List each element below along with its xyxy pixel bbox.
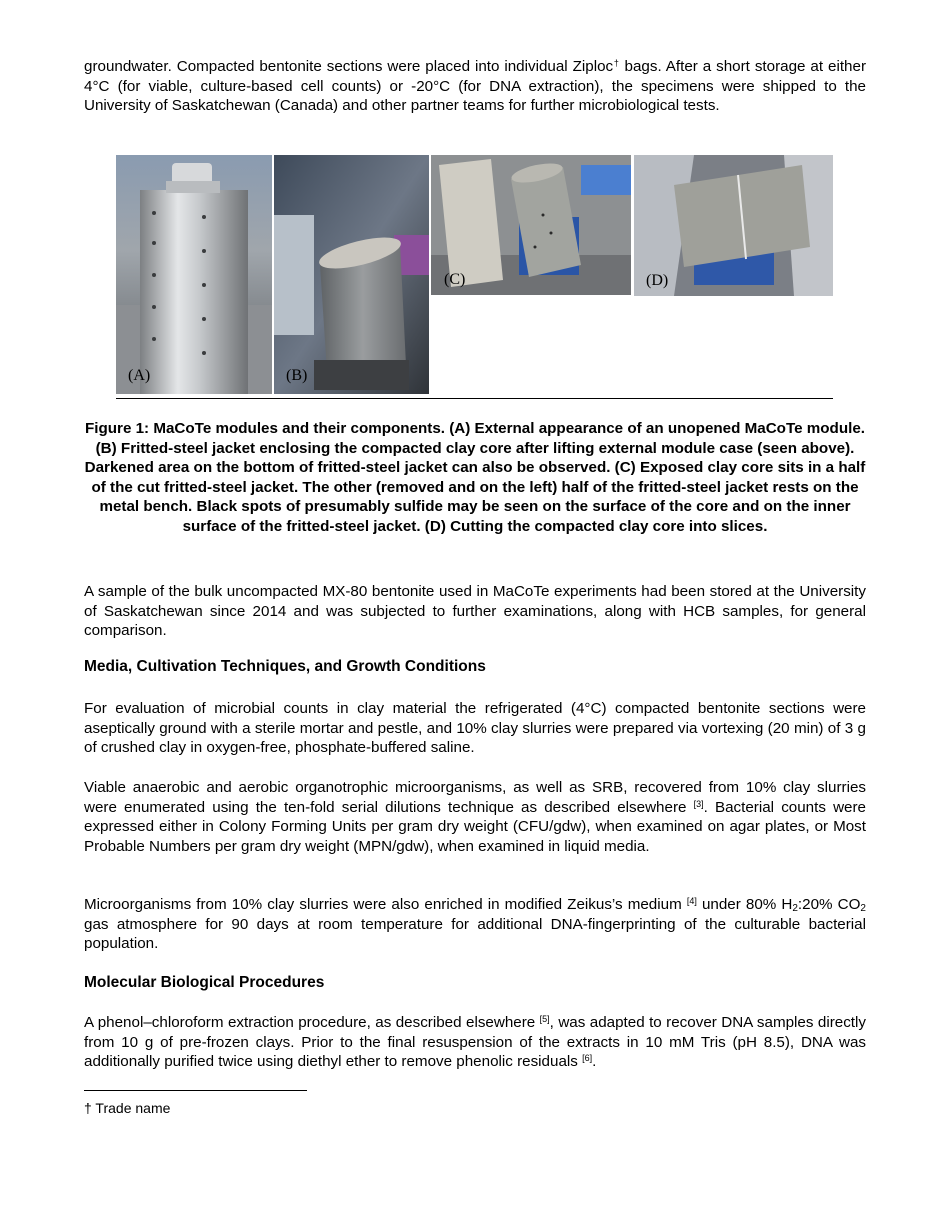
- photo-c: [431, 155, 631, 295]
- section-heading-media: Media, Cultivation Techniques, and Growth Conditions: [84, 658, 486, 675]
- photo-label-a: (A): [128, 367, 151, 384]
- evaluation-paragraph: For evaluation of microbial counts in clay material the refrigerated (4°C) compacted bentonite sections were aseptically ground with a sterile mortar and pestle, and 10% clay slurries were prepared via vortexing (20 min) of 3 g of crushed clay in oxygen-free, phosphate-buffered saline.: [84, 700, 866, 757]
- phenol-paragraph: A phenol–chloroform extraction procedure, as described elsewhere [5], was adapted to recover DNA samples directly from 10 g of pre-frozen clays. Prior to the final resuspension of the extracts in 10 mM Tris (pH 8.5), DNA was additionally purified twice using diethyl ether to remove phenolic residuals [6].: [84, 1014, 866, 1071]
- photo-b: [274, 155, 429, 394]
- intro-paragraph: groundwater. Compacted bentonite sections were placed into individual Ziploc† bags. After a short storage at either 4°C (for viable, culture-based cell counts) or -20°C (for DNA extraction), the specimens were shipped to the University of Saskatchewan (Canada) and other partner teams for further microbiological tests.: [84, 58, 867, 115]
- photo-d: [634, 155, 833, 296]
- photo-a: [116, 155, 272, 394]
- sample-paragraph: A sample of the bulk uncompacted MX-80 bentonite used in MaCoTe experiments had been stored at the University of Saskatchewan since 2014 and was subjected to further examinations, along with HCB samples, for general comparison.: [84, 583, 866, 640]
- figure-caption: Figure 1: MaCoTe modules and their components. (A) External appearance of an unopened MaCoTe module. (B) Fritted-steel jacket enclosing the compacted clay core after lifting external module case (seen above). Darkened area on the bottom of fritted-steel jacket can also be observed. (C) Exposed clay core sits in a half of the cut fritted-steel jacket. The other (removed and on the left) half of the fritted-steel jacket rests on the metal bench. Black spots of presumably sulfide may be seen on the surface of the core and on the inner surface of the fritted-steel jacket. (D) Cutting the compacted clay core into slices.: [84, 420, 866, 535]
- citation-6: [6]: [582, 1053, 593, 1064]
- dagger-mark: †: [613, 58, 620, 68]
- citation-4: [4]: [686, 896, 697, 906]
- citation-5: [5]: [539, 1014, 550, 1024]
- figure-bottom-rule: [116, 398, 833, 399]
- viable-paragraph: Viable anaerobic and aerobic organotrophic microorganisms, as well as SRB, recovered from 10% clay slurries were enumerated using the ten-fold serial dilutions technique as described elsewhere [3]. Bacterial counts were expressed either in Colony Forming Units per gram dry weight (CFU/gdw), when examined on agar plates, or Most Probable Numbers per gram dry weight (MPN/gdw), when examined in liquid media.: [84, 779, 867, 855]
- footnote: † Trade name: [84, 1100, 171, 1116]
- enrichment-paragraph: Microorganisms from 10% clay slurries were also enriched in modified Zeikus’s medium [4] under 80% $H_2:20\%$ $CO_2$ gas atmosphere for 90 days at room temperature for additional DNA-fingerprinting of the culturable bacterial population.: [84, 896, 866, 953]
- photo-label-b: (B): [286, 367, 308, 384]
- footnote-rule: [84, 1090, 307, 1091]
- photo-label-c: (C): [444, 271, 466, 288]
- section-heading-molecular: Molecular Biological Procedures: [84, 974, 325, 991]
- citation-3: [3]: [693, 798, 704, 809]
- photo-label-d: (D): [646, 272, 669, 289]
